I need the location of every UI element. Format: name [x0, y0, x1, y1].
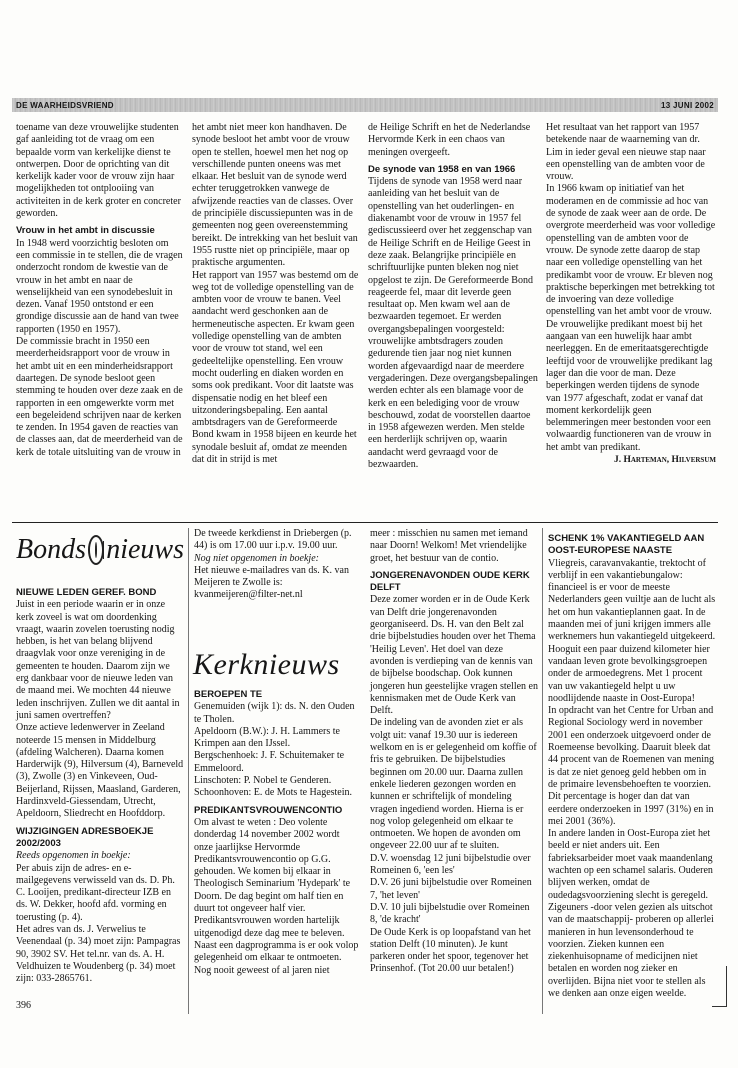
kerk-column-2 — [194, 684, 360, 977]
section-divider — [12, 522, 718, 523]
paragraph: de Heilige Schrift en het de Nederlandse Hervormde Kerk in een chaos van meningen overgeeft. — [368, 122, 531, 158]
article-column-2 — [192, 122, 360, 466]
column-rule — [188, 528, 189, 1014]
paragraph: De Oude Kerk is op loopafstand van het station Delft (10 minuten). Je kunt parkeren onder het spoor, tegenover het Prinsenhof. (Tot 20.00 uur betalen!) — [370, 926, 531, 975]
paragraph: In 1948 werd voorzichtig besloten om een commissie in te stellen, die de vragen onderzocht rondom de kwestie van de vrouw in het ambt en naar de wenselijkheid van een synodebesluit in dezen. Vanaf 1950 ontstond er een grondige discussie aan de hand van twee rapporten (1950 en 1957). — [16, 237, 183, 335]
paragraph: Juist in een periode waarin er in onze kerk zoveel is wat om doordenking vraagt, waarin zovelen toerusting nodig hebben, is het van belang blijvend draagvlak voor onze vereniging in de gemeenten te houden. Daarom zijn we erg dankbaar voor de nieuwe leden van de maand mei. We mochten 44 nieuwe leden inschrijven. Zullen we dit aantal in juni samen overtreffen? — [16, 599, 180, 721]
section-heading: WIJZIGINGEN ADRESBOEKJE 2002/2003 — [16, 825, 154, 849]
author-signature: J. Harteman, Hilversum — [613, 455, 716, 466]
paragraph: Tijdens de synode van 1958 werd naar aanleiding van het besluit van de openstelling van het ouderlingen- en diakenambt voor de vrouw in 1957 fel gediscussieerd over het zeggenschap van de Heilige Schrift en de Heilige Geest in deze zaak. Belangrijke principiële en schriftuurlijke punten bleken nog niet opgelost te zijn. De Gereformeerde Bond reageerde fel, maar dit leverde geen resultaat op. Men kwam wel aan de bezwaarden tegemoet. Er werden overgangsbepalingen voorgesteld: vrouwelijke ambtsdragers zouden gedurende tien jaar nog niet kunnen worden afgevaardigd naar de meerdere vergaderingen. Deze overgangsbepalingen werden echter als een blamage voor de kerk en een belediging voor de vrouw beschouwd, zodat de voorstellen daartoe in 1958 afgewezen werden. Men stelde een herderlijk schrijven op, waarin aandacht werd gevraagd voor de bezwaarden. — [368, 176, 538, 471]
paragraph: Om alvast te weten : Deo volente donderdag 14 november 2002 wordt onze jaarlijkse Hervormde Predikantsvrouwencontio op G.G. gehouden. We komen bij elkaar in Theologisch Seminarium 'Hydepark' te Doorn. De dag begint om half tien en duurt tot ongeveer half vier. Predikantsvrouwen worden hartelijk uitgenodigd deze dag mee te beleven. Naast een dagprogramma is er ook volop gelegenheid om elkaar te ontmoeten. Nog nooit geweest of al jaren niet — [194, 816, 359, 976]
paragraph: In andere landen in Oost-Europa ziet het beeld er niet anders uit. Een fabrieksarbeider moet vaak maandenlang wachten op een schamel salaris. Ouderen blijven werken, omdat de oudedagsvoorziening slecht is geregeld. Zigeuners -door velen gezien als uitschot van de maatschappij- proberen op allerlei manieren in hun levensonderhoud te voorzien. Zieken kunnen een ziekenhuisopname of medicijnen niet betalen en worden nog zieker en overlijden. Bijna niet voor te stellen als we denken aan onze eigen weelde. — [548, 828, 714, 999]
page-number-text: 396 — [16, 1000, 31, 1011]
bond-emblem-icon — [88, 535, 104, 565]
bonds-column-1 — [16, 582, 184, 986]
corner-mark — [712, 966, 727, 1007]
section-heading: BEROEPEN TE — [194, 689, 263, 700]
paragraph: In opdracht van het Centre for Urban and Regional Sociology werd in november 2001 een onderzoek uitgevoerd onder de Roemeense bevolking. Daaruit bleek dat 44 procent van de Roemenen van mening is dat ze niet genoeg geld hebben om in de primaire levensbehoeften te voorzien. Dit percentage is hoger dan dat van eerdere onderzoeken in 1997 (31%) en in mei 2001 (36%). — [548, 705, 715, 827]
section-heading: De synode van 1958 en van 1966 — [368, 163, 516, 175]
paragraph: D.V. 26 juni bijbelstudie over Romeinen 7, 'het leven' — [370, 877, 532, 901]
paragraph: Schoonhoven: E. de Mots te Hagestein. — [194, 787, 353, 799]
section-heading: SCHENK 1% VAKANTIEGELD AAN OOST-EUROPESE NAASTE — [548, 533, 705, 557]
paragraph: Reeds opgenomen in boekje: — [16, 850, 131, 862]
paragraph: In 1966 kwam op initiatief van het moderamen en de commissie ad hoc van de synode de zaak weer aan de orde. De overgrote meerderheid was voor volledige openstelling van de ambten voor de vrouw. De synode zette daarop de stap naar een volledige openstelling van het predikambt voor de vrouw. Er bleven nog praktische beperkingen met betrekking tot de invoering van deze volledige openstelling van het ambt voor de vrouw. De vrouwelijke predikant moest bij het aangaan van een huwelijk haar ambt neerleggen. En de emeritaatsgerechtigde leeftijd voor de vrouwelijke predikant lag lager dan die voor de man. Deze beperkingen werden tijdens de synode van 1977 afgeschaft, zodat er vanaf dat moment kerkordelijk geen belemmeringen meer bestonden voor een volwaardig functioneren van de vrouw in het ambt van predikant. — [546, 183, 716, 453]
article-column-1 — [16, 122, 184, 459]
article-column-4 — [546, 122, 716, 466]
paragraph: Per abuis zijn de adres- en e-mailgegevens verwisseld van ds. D. Ph. C. Looijen, predikant-directeur IZB en ds. W. Dekker, hoofd afd. vorming en toerusting (p. 4). — [16, 862, 175, 923]
section-heading: NIEUWE LEDEN GEREF. BOND — [16, 587, 157, 598]
bonds-column-2 — [194, 528, 360, 602]
section-heading: JONGERENAVONDEN OUDE KERK DELFT — [370, 569, 530, 594]
paragraph: toename van deze vrouwelijke studenten gaf aanleiding tot de vraag om een bepaalde vorm van kerkelijke dienst te ontwerpen. Door de oprichting van dit kerkelijk kader voor de vrouw zijn haar mogelijkheden tot ontplooiing van activiteiten in de kerk groter en concreter geworden. — [16, 122, 181, 220]
paragraph: Genemuiden (wijk 1): ds. N. den Ouden te Tholen. — [194, 701, 355, 725]
column-rule — [542, 528, 543, 1014]
bondsnieuws-logo — [16, 530, 184, 570]
kerknieuws-title: Kerknieuws — [193, 648, 340, 681]
logo-text-left: Bonds — [16, 534, 86, 565]
paragraph: meer : misschien nu samen met iemand naar Doorn! Welkom! Met vriendelijke groet, het bestuur van de contio. — [370, 528, 528, 564]
paragraph: De commissie bracht in 1950 een meerderheidsrapport voor de vrouw in het ambt uit en een minderheidsrapport daartegen. De synode besloot geen stemming te houden over deze zaak en de rapporten in een omgewerkte vorm met een begeleidend schrijven naar de kerken te zenden. In 1954 gaven de reacties van de classes aan, dat de meerderheid van de kerk de totale uitsluiting van de vrouw in — [16, 336, 183, 458]
paragraph: D.V. woensdag 12 juni bijbelstudie over Romeinen 6, 'een les' — [370, 852, 531, 877]
logo-text-right: nieuws — [106, 534, 184, 565]
page-number — [16, 1000, 56, 1012]
paragraph: Nog niet opgenomen in boekje: — [194, 552, 319, 564]
paragraph: De indeling van de avonden ziet er als volgt uit: vanaf 19.30 uur is iedereen welkom en is er gelegenheid om koffie of fris te gebruiken. De bijbelstudies beginnen om 20.00 uur. Daarna zullen enkele liederen gezongen worden en kunnen er schriftelijk of mondeling vragen ingediend worden. Hierna is er nog volop gelegenheid om elkaar te ontmoeten. We hopen de avonden om ongeveer 22.00 uur af te sluiten. — [370, 717, 537, 852]
paragraph: Onze actieve ledenwerver in Zeeland noteerde 15 mensen in Middelburg (afdeling Walcheren). Daarna komen Harderwijk (9), Hilversum (4), Barneveld (3), Zwolle (3) en Vinkeveen, Oud-Beijerland, Rijssen, Maasland, Garderen, Hardinxveld-Giessendam, Utrecht, Apeldoorn, Sliedrecht en Hoofddorp. — [16, 722, 184, 820]
issue-date: 13 JUNI 2002 — [661, 100, 714, 110]
article-column-3 — [368, 122, 538, 471]
paragraph: Het adres van ds. J. Verwelius te Veenendaal (p. 34) moet zijn: Pampagras 90, 3902 SV. Het tel.nr. van ds. A. H. Veldhuizen te Woudenberg (p. 34) moet zijn: 033-2865761. — [16, 924, 181, 985]
paragraph: Bergschenhoek: J. F. Schuitemaker te Emmeloord. — [194, 750, 345, 774]
running-header — [12, 98, 718, 112]
paragraph: Het rapport van 1957 was bestemd om de weg tot de volledige openstelling van de ambten voor de vrouw te banen. Veel aandacht werd geschonken aan de hermeneutische aspecten. Er kwam geen volledige openstelling van de ambten voor de vrouw tot stand, wel een gedeeltelijke openstelling. Een vrouw mocht ouderling en diaken worden en soms ook predikant. Voor dit laatste was dispensatie nodig en het bleef een uitzonderingsbepaling. Een aantal ambtsdragers van de Gereformeerde Bond kwam in 1958 bijeen en keurde het synodale besluit af, omdat ze meenden dat dit in strijd is met — [192, 269, 359, 466]
paragraph: Het nieuwe e-mailadres van ds. K. van Meijeren te Zwolle is: kvanmeijeren@filter-net.nl — [194, 564, 349, 601]
section-heading: Vrouw in het ambt in discussie — [16, 225, 155, 237]
paragraph: Linschoten: P. Nobel te Genderen. — [194, 775, 332, 787]
paragraph: het ambt niet meer kon handhaven. De synode besloot het ambt voor de vrouw open te stellen, hoewel men het nog op verschillende punten oneens was met elkaar. Het besluit van de synode werd echter teruggetrokken vanwege de afwijzende reacties van de classes. Over de principiële discussiepunten was in de gemeenten nog geen overeenstemming bereikt. De intrekking van het besluit van 1955 rustte niet op principiële, maar op praktische argumenten. — [192, 122, 358, 269]
paragraph: Vliegreis, caravanvakantie, trektocht of verblijf in een vakantiebungalow: financieel is er voor de meeste Nederlanders geen vuiltje aan de lucht als het om hun vakantieplannen gaat. In de maanden mei of juni krijgen immers alle werknemers hun vakantiegeld uitgekeerd. Hooguit een paar duizend kilometer hier vandaan leven grote bevolkingsgroepen onder de armoedegrens. Met 1 procent van uw vakantiegeld helpt u uw noodlijdende naaste in Oost-Europa! — [548, 557, 716, 704]
kerk-column-3 — [370, 528, 538, 976]
publication-name: DE WAARHEIDSVRIEND — [16, 100, 114, 110]
paragraph: De tweede kerkdienst in Driebergen (p. 44) is om 17.00 uur i.p.v. 19.00 uur. — [194, 528, 352, 552]
section-heading: PREDIKANTSVROUWENCONTIO — [194, 804, 343, 816]
paragraph: D.V. 10 juli bijbelstudie over Romeinen 8, 'de kracht' — [370, 901, 530, 926]
paragraph: Deze zomer worden er in de Oude Kerk van Delft drie jongerenavonden georganiseerd. Ds. H. van den Belt zal drie bijbelstudies houden over het Thema 'Heilig Leven'. Het doel van deze avonden is verdieping van de kennis van de bijbelse boodschap. Ook kunnen jongeren hun geestelijke vragen stellen en kennismaken met de Oude Kerk van Delft. — [370, 594, 538, 717]
kerk-column-4 — [548, 528, 718, 1000]
paragraph: Apeldoorn (B.W.): J. H. Lammers te Krimpen aan den IJssel. — [194, 725, 340, 750]
paragraph: Het resultaat van het rapport van 1957 betekende naar de waarneming van dr. Lim in ieder geval een nieuwe stap naar een openstelling van de ambten voor de vrouw. — [546, 122, 706, 183]
